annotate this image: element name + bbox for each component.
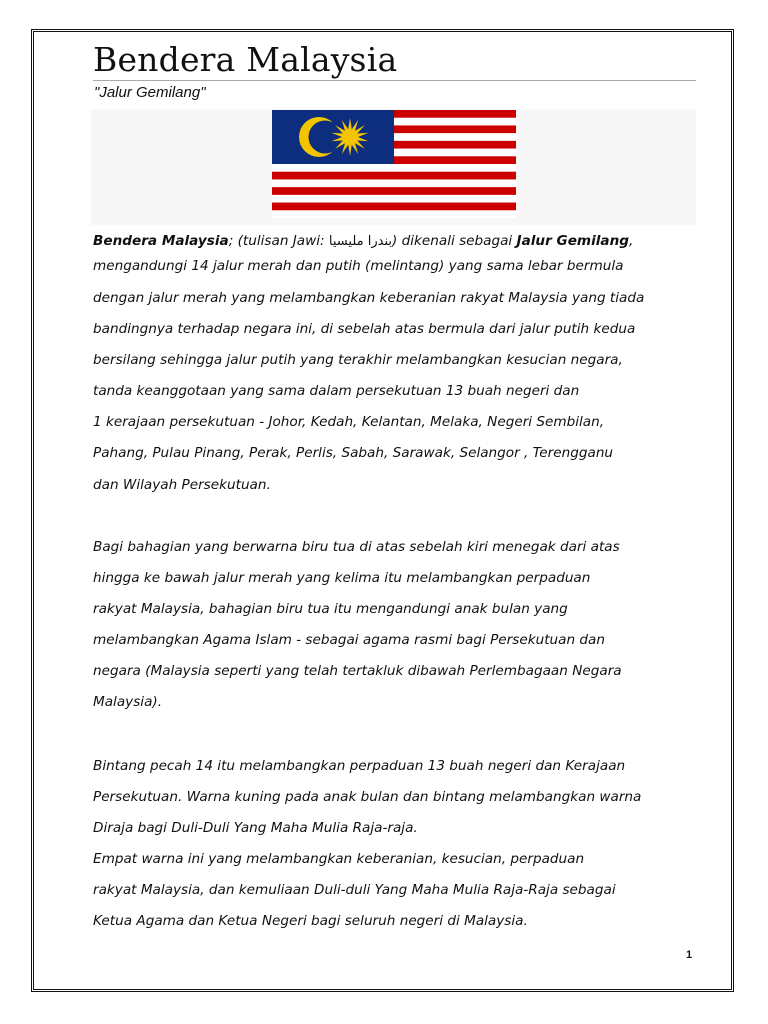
intro-text-b: ) dikenali sebagai bbox=[391, 233, 517, 249]
term-jalur-gemilang: Jalur Gemilang bbox=[516, 233, 629, 249]
text-line: rakyat Malaysia, dan kemuliaan Duli-duli Yang Maha Mulia Raja-Raja sebagai bbox=[93, 882, 616, 898]
text-line: Bagi bahagian yang berwarna biru tua di atas sebelah kiri menegak dari atas bbox=[93, 539, 620, 555]
text-line: bandingnya terhadap negara ini, di sebelah atas bermula dari jalur putih kedua bbox=[93, 321, 636, 337]
text-line: Malaysia). bbox=[93, 694, 163, 710]
text-line: bersilang sehingga jalur putih yang terakhir melambangkan kesucian negara, bbox=[93, 352, 623, 368]
crescent-cutout bbox=[309, 121, 342, 154]
page-number: 1 bbox=[686, 949, 693, 961]
intro-text-a: ; (tulisan Jawi: bbox=[228, 233, 329, 249]
text-line: hingga ke bawah jalur merah yang kelima itu melambangkan perpaduan bbox=[93, 570, 591, 586]
text-line: negara (Malaysia seperti yang telah tertakluk dibawah Perlembagaan Negara bbox=[93, 663, 622, 679]
flag-stripe bbox=[272, 179, 516, 187]
malaysia-flag-image bbox=[272, 110, 516, 218]
flag-stripe bbox=[272, 172, 516, 180]
flag-stripe bbox=[272, 164, 516, 172]
text-line: Persekutuan. Warna kuning pada anak bulan dan bintang melambangkan warna bbox=[93, 789, 642, 805]
page-title: Bendera Malaysia bbox=[93, 40, 398, 79]
text-line: tanda keanggotaan yang sama dalam persekutuan 13 buah negeri dan bbox=[93, 383, 580, 399]
text-line: melambangkan Agama Islam - sebagai agama rasmi bagi Persekutuan dan bbox=[93, 632, 605, 648]
text-line: Pahang, Pulau Pinang, Perak, Perlis, Sabah, Sarawak, Selangor , Terengganu bbox=[93, 445, 614, 461]
flag-stripe bbox=[272, 195, 516, 203]
text-line: dan Wilayah Persekutuan. bbox=[93, 477, 271, 493]
intro-text-c: , bbox=[629, 233, 634, 249]
text-line: mengandungi 14 jalur merah dan putih (melintang) yang sama lebar bermula bbox=[93, 258, 624, 274]
term-bendera-malaysia: Bendera Malaysia bbox=[93, 233, 229, 249]
flag-stripe bbox=[272, 187, 516, 195]
text-line: Ketua Agama dan Ketua Negeri bagi seluruh negeri di Malaysia. bbox=[93, 913, 528, 929]
flag-stripe bbox=[272, 210, 516, 218]
title-divider bbox=[93, 80, 696, 81]
text-line: Empat warna ini yang melambangkan keberanian, kesucian, perpaduan bbox=[93, 851, 585, 867]
flag-stripe bbox=[272, 203, 516, 211]
text-line: Bintang pecah 14 itu melambangkan perpaduan 13 buah negeri dan Kerajaan bbox=[93, 758, 626, 774]
page-subtitle: "Jalur Gemilang" bbox=[94, 84, 206, 101]
text-line: rakyat Malaysia, bahagian biru tua itu mengandungi anak bulan yang bbox=[93, 601, 568, 617]
text-line: dengan jalur merah yang melambangkan keberanian rakyat Malaysia yang tiada bbox=[93, 290, 645, 306]
jawi-script: بندرا مليسيا bbox=[328, 234, 392, 249]
text-line: Diraja bagi Duli-Duli Yang Maha Mulia Raja-raja. bbox=[93, 820, 418, 836]
intro-line bbox=[93, 233, 633, 249]
text-line: 1 kerajaan persekutuan - Johor, Kedah, Kelantan, Melaka, Negeri Sembilan, bbox=[93, 414, 605, 430]
